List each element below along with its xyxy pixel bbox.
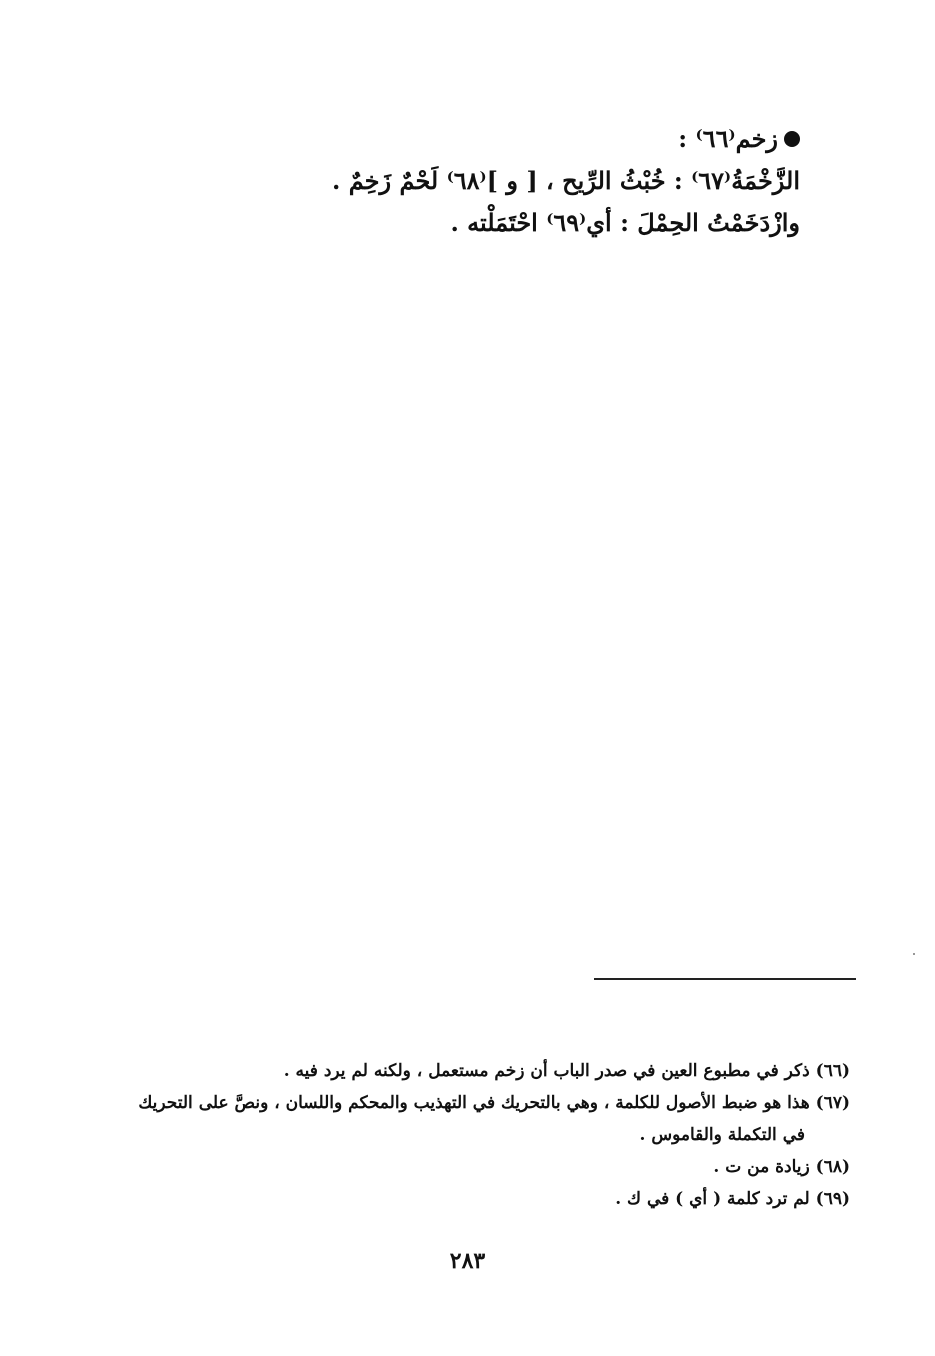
footnote-66: (٦٦) ذكر في مطبوع العين في صدر الباب أن زخم مستعمل ، ولكنه لم يرد فيه . bbox=[283, 1061, 850, 1081]
scan-speck bbox=[913, 953, 915, 955]
footnote-69: (٦٩) لم ترد كلمة ( أي ) في ك . bbox=[615, 1189, 850, 1209]
footnote-68: (٦٨) زيادة من ت . bbox=[713, 1157, 850, 1177]
dictionary-entry bbox=[160, 118, 800, 244]
footnotes bbox=[120, 1055, 850, 1215]
entry-line-1: الزَّخْمَةُ⁽٦٧⁾ : خُبْثُ الرِّيح ، [ و ]⁽٦٨⁾ لَحْمٌ زَخِمٌ . bbox=[332, 166, 800, 195]
footnote-67: (٦٧) هذا هو ضبط الأصول للكلمة ، وهي بالتحريك في التهذيب والمحكم واللسان ، ونصَّ على التحريك bbox=[138, 1093, 850, 1113]
page-number: ٢٨٣ bbox=[449, 1248, 486, 1274]
entry-headword-line bbox=[160, 118, 800, 160]
footnote-separator bbox=[594, 978, 856, 980]
entry-line-2: وازْدَخَمْتُ الحِمْلَ : أي⁽٦٩⁾ احْتَمَلْته . bbox=[450, 208, 800, 237]
entry-headword: زخم⁽٦٦⁾ : bbox=[678, 124, 778, 153]
bullet-icon bbox=[784, 131, 800, 147]
footnote-67-continuation: في التكملة والقاموس . bbox=[639, 1125, 805, 1145]
